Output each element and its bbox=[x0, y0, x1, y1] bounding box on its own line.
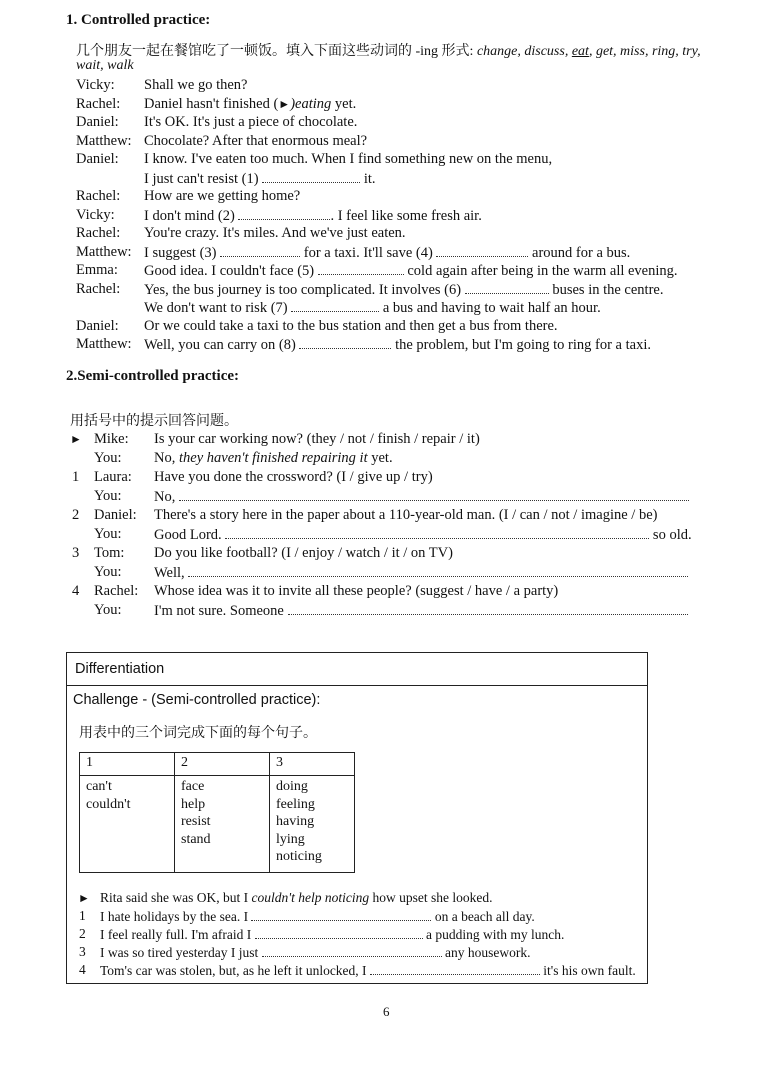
answer-pre: I'm not sure. Someone bbox=[154, 603, 284, 619]
line-text-mid: for a taxi. It'll save (4) bbox=[300, 244, 433, 261]
answer-row bbox=[70, 601, 700, 620]
item-number: 3 bbox=[79, 944, 86, 959]
item-pre: I was so tired yesterday I just bbox=[100, 945, 259, 960]
item-number: 2 bbox=[79, 926, 86, 941]
speaker: Matthew: bbox=[76, 243, 132, 260]
word: couldn't bbox=[86, 796, 131, 812]
question-row bbox=[70, 544, 700, 563]
answer-row bbox=[70, 525, 700, 544]
challenge-blank-1[interactable] bbox=[251, 907, 431, 921]
answer-blank-1[interactable] bbox=[262, 169, 360, 183]
page-number: 6 bbox=[383, 1004, 390, 1019]
speaker: Matthew: bbox=[76, 132, 132, 149]
question-number: 1 bbox=[72, 469, 80, 485]
speaker: Rachel: bbox=[76, 280, 121, 297]
differentiation-header bbox=[67, 653, 647, 686]
line-text: Shall we go then? bbox=[144, 77, 248, 93]
item-pre: I hate holidays by the sea. I bbox=[100, 909, 249, 924]
speaker: Rachel: bbox=[76, 225, 121, 241]
section-2-heading: 2.Semi-controlled practice: bbox=[66, 368, 240, 384]
item-pre: Tom's car was stolen, but, as he left it unlocked, I bbox=[100, 963, 367, 978]
item-number: 4 bbox=[79, 962, 86, 977]
answer-blank-6[interactable] bbox=[465, 280, 549, 294]
word: help bbox=[181, 796, 206, 812]
answer-text bbox=[154, 601, 688, 621]
question-text: Is your car working now? (they / not / finish / repair / it) bbox=[154, 431, 480, 447]
section-1-instruction bbox=[76, 40, 701, 60]
example-pre: Rita said she was OK, but I bbox=[100, 890, 252, 905]
word-column-2 bbox=[175, 776, 270, 873]
answer-blank-2[interactable] bbox=[238, 206, 330, 220]
speaker: Mike: bbox=[94, 431, 129, 447]
example-answer: )eating bbox=[290, 95, 332, 112]
line-text bbox=[144, 243, 630, 263]
line-text: Chocolate? After that enormous meal? bbox=[144, 132, 368, 149]
item-text bbox=[100, 943, 530, 962]
example-arrow-icon: ► bbox=[78, 891, 90, 905]
differentiation-title: Differentiation bbox=[75, 661, 165, 677]
section-2-instruction: 用括号中的提示回答问题。 bbox=[70, 414, 238, 429]
answer-row bbox=[70, 487, 700, 506]
speaker: You: bbox=[94, 488, 122, 504]
question-text: Have you done the crossword? (I / give up / try) bbox=[154, 469, 433, 485]
instruction-chinese: 几个朋友一起在餐馆吃了一顿饭。填入下面这些动词的 -ing 形式: bbox=[76, 44, 474, 59]
item-post: on a beach all day. bbox=[431, 909, 535, 924]
line-text: I know. I've eaten too much. When I find something new on the menu, bbox=[144, 151, 553, 167]
answer-blank-7[interactable] bbox=[291, 298, 379, 312]
item-post: a pudding with my lunch. bbox=[422, 927, 565, 942]
answer-blank-8[interactable] bbox=[299, 335, 391, 349]
speaker: Rachel: bbox=[94, 583, 139, 599]
speaker: Matthew: bbox=[76, 336, 132, 352]
speaker: You: bbox=[94, 450, 122, 466]
answer-text bbox=[154, 525, 692, 545]
answer-pre: No, bbox=[154, 489, 176, 505]
answer-blank-s2-3[interactable] bbox=[188, 563, 688, 577]
speaker: Emma: bbox=[76, 262, 118, 278]
example-post: how upset she looked. bbox=[369, 890, 493, 905]
item-post: it's his own fault. bbox=[539, 963, 636, 978]
challenge-blank-3[interactable] bbox=[262, 943, 442, 957]
line-text bbox=[144, 95, 356, 114]
answer-pre: No, bbox=[154, 450, 179, 466]
word: resist bbox=[181, 814, 211, 829]
word-table-header-2: 2 bbox=[175, 753, 270, 776]
answer-blank-4[interactable] bbox=[436, 243, 528, 257]
answer-blank-s2-2[interactable] bbox=[225, 525, 649, 539]
example-answer: couldn't help noticing bbox=[251, 890, 370, 905]
challenge-heading: Challenge - (Semi-controlled practice): bbox=[73, 692, 321, 708]
question-number: 3 bbox=[72, 545, 80, 561]
line-text bbox=[144, 335, 651, 355]
speaker: Vicky: bbox=[76, 206, 115, 223]
line-text bbox=[144, 298, 601, 318]
answer-text bbox=[154, 563, 688, 583]
question-row bbox=[70, 506, 700, 525]
line-text: How are we getting home? bbox=[144, 188, 301, 204]
dialogue bbox=[76, 76, 716, 366]
speaker: You: bbox=[94, 564, 122, 580]
example-arrow-icon: ► bbox=[70, 432, 82, 446]
item-post: any housework. bbox=[441, 945, 531, 960]
line-text-pre: I just can't resist (1) bbox=[144, 170, 259, 187]
section-1-heading: 1. Controlled practice: bbox=[66, 12, 211, 28]
question-row bbox=[70, 430, 700, 449]
line-text-pre: I don't mind (2) bbox=[144, 207, 235, 224]
answer-post: yet. bbox=[367, 450, 393, 466]
answer-blank-3[interactable] bbox=[220, 243, 300, 257]
line-text-pre: Good idea. I couldn't face (5) bbox=[144, 263, 315, 279]
word: feeling bbox=[276, 796, 315, 812]
question-number: 4 bbox=[72, 583, 80, 599]
word: noticing bbox=[276, 849, 322, 864]
question-text: There's a story here in the paper about a 110-year-old man. (I / can / not / imagine / be) bbox=[154, 507, 658, 523]
word: lying bbox=[276, 831, 305, 847]
line-text-pre: Yes, the bus journey is too complicated. It involves (6) bbox=[144, 281, 462, 298]
word-table-header-3: 3 bbox=[270, 753, 355, 776]
line-text-post: around for a bus. bbox=[528, 244, 631, 261]
speaker: Daniel: bbox=[76, 151, 119, 167]
word: can't bbox=[86, 779, 112, 794]
example-answer: they haven't finished repairing it bbox=[178, 450, 368, 466]
item-pre: I feel really full. I'm afraid I bbox=[100, 927, 252, 942]
line-text-post: the problem, but I'm going to ring for a taxi. bbox=[391, 337, 651, 353]
line-text-pre: We don't want to risk (7) bbox=[144, 300, 288, 316]
item-number: 1 bbox=[79, 908, 86, 923]
speaker: Daniel: bbox=[94, 507, 137, 523]
line-text-post: cold again after being in the warm all evening. bbox=[403, 263, 678, 279]
word-column-1 bbox=[80, 776, 175, 873]
example-text bbox=[100, 889, 492, 907]
question-row bbox=[70, 582, 700, 601]
answer-pre: Well, bbox=[154, 565, 185, 581]
word: having bbox=[276, 814, 315, 829]
word-list-2: , get, miss, ring, try, bbox=[588, 44, 701, 59]
answer-row bbox=[70, 449, 700, 468]
challenge-blank-4[interactable] bbox=[370, 961, 540, 975]
word: doing bbox=[276, 779, 308, 794]
line-text bbox=[144, 206, 482, 226]
line-text bbox=[144, 169, 376, 189]
answer-text bbox=[154, 449, 393, 468]
question-number: 2 bbox=[72, 507, 80, 523]
speaker: Vicky: bbox=[76, 77, 115, 93]
line-text bbox=[144, 261, 678, 281]
answer-blank-5[interactable] bbox=[318, 261, 404, 275]
answer-blank-s2-4[interactable] bbox=[288, 601, 688, 615]
item-text bbox=[100, 907, 535, 926]
speaker: Tom: bbox=[94, 545, 125, 561]
speaker: Rachel: bbox=[76, 95, 121, 112]
line-text-pre: Well, you can carry on (8) bbox=[144, 337, 296, 353]
line-text-pre: I suggest (3) bbox=[144, 244, 217, 261]
word: stand bbox=[181, 831, 211, 847]
question-text: Whose idea was it to invite all these people? (suggest / have / a party) bbox=[154, 583, 559, 599]
word-list-3: wait, walk bbox=[76, 58, 134, 73]
word-list-eat: eat bbox=[571, 44, 589, 59]
line-text-post: . I feel like some fresh air. bbox=[330, 207, 482, 224]
line-text-post: it. bbox=[360, 170, 376, 187]
challenge-blank-2[interactable] bbox=[255, 925, 423, 939]
item-text bbox=[100, 925, 564, 944]
word-list-1: change, discuss, bbox=[476, 44, 569, 59]
speaker: Daniel: bbox=[76, 114, 119, 130]
speaker: You: bbox=[94, 602, 122, 618]
speaker: You: bbox=[94, 526, 122, 542]
answer-pre: Good Lord. bbox=[154, 527, 222, 543]
line-text-post: buses in the centre. bbox=[548, 281, 664, 298]
line-text-post: yet. bbox=[331, 95, 357, 112]
item-text bbox=[100, 961, 636, 980]
line-text: Or we could take a taxi to the bus station and then get a bus from there. bbox=[144, 317, 558, 334]
word: face bbox=[181, 779, 205, 794]
section-1-instruction-cont bbox=[76, 58, 134, 74]
line-text: You're crazy. It's miles. And we've just eaten. bbox=[144, 225, 406, 241]
word-table-body bbox=[80, 776, 355, 873]
speaker: Rachel: bbox=[76, 188, 121, 204]
answer-row bbox=[70, 563, 700, 582]
speaker: Laura: bbox=[94, 469, 132, 485]
challenge-instruction: 用表中的三个词完成下面的每个句子。 bbox=[79, 726, 317, 741]
line-text: It's OK. It's just a piece of chocolate. bbox=[144, 114, 358, 130]
answer-text bbox=[154, 487, 689, 507]
answer-post: so old. bbox=[649, 527, 692, 543]
question-row bbox=[70, 468, 700, 487]
question-list bbox=[70, 430, 700, 620]
word-column-3 bbox=[270, 776, 355, 873]
line-text-pre: Daniel hasn't finished ( bbox=[144, 95, 279, 112]
word-table-header-1: 1 bbox=[80, 753, 175, 776]
example-arrow-icon: ► bbox=[278, 96, 291, 111]
answer-blank-s2-1[interactable] bbox=[179, 487, 689, 501]
line-text-post: a bus and having to wait half an hour. bbox=[379, 300, 601, 316]
word-table-header bbox=[80, 753, 355, 776]
question-text: Do you like football? (I / enjoy / watch / it / on TV) bbox=[154, 545, 453, 561]
challenge-list bbox=[78, 889, 638, 981]
line-text bbox=[144, 280, 663, 300]
speaker: Daniel: bbox=[76, 317, 119, 334]
word-table bbox=[79, 752, 355, 873]
